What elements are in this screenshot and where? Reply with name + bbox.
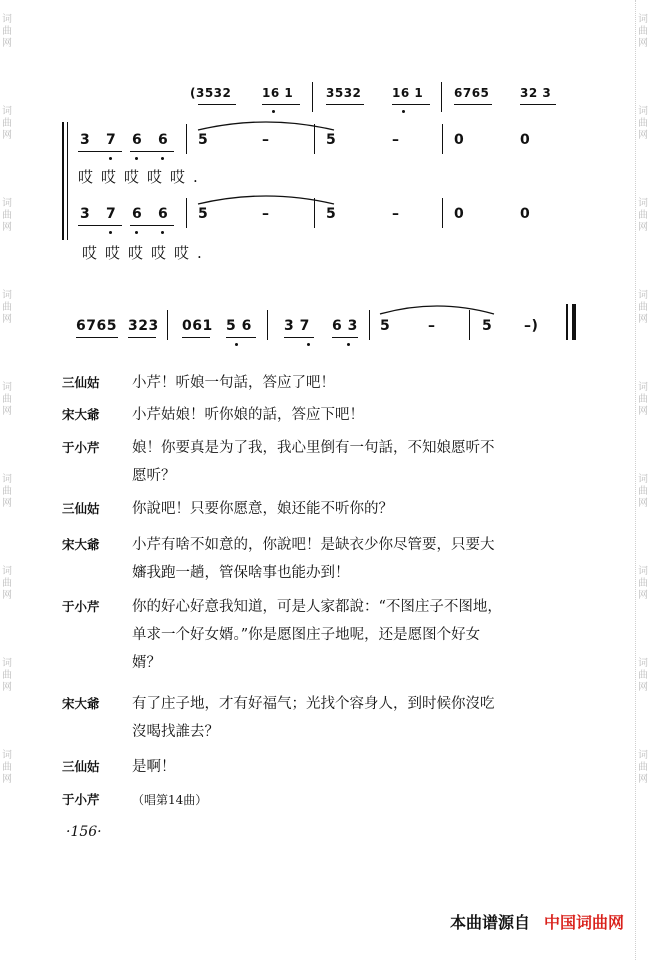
dialogue-line: 小芹姑娘！听你娘的話，答应下吧！ bbox=[132, 407, 364, 423]
page-number: ·156· bbox=[66, 824, 102, 840]
bar-line bbox=[441, 82, 442, 112]
underline bbox=[520, 104, 556, 105]
low-dot bbox=[161, 157, 164, 160]
note: – bbox=[262, 206, 270, 222]
underline bbox=[78, 151, 122, 152]
watermark-char: 词 bbox=[638, 750, 648, 761]
watermark-group bbox=[2, 14, 12, 50]
speaker-name: 于小芹 bbox=[62, 792, 100, 807]
bar-line bbox=[442, 198, 443, 228]
source-footer bbox=[450, 910, 624, 933]
note: 6 3 bbox=[332, 318, 358, 334]
watermark-char: 词 bbox=[638, 566, 648, 577]
watermark-group bbox=[638, 382, 648, 418]
watermark-group bbox=[2, 658, 12, 694]
note: 5 bbox=[198, 132, 209, 148]
note: 6 bbox=[158, 206, 169, 222]
speaker-name: 宋大爺 bbox=[62, 407, 100, 422]
watermark-char: 词 bbox=[2, 198, 12, 209]
dialogue-entry bbox=[62, 401, 590, 429]
dialogue-entry bbox=[62, 531, 590, 587]
brand-link[interactable]: 中国词曲网 bbox=[543, 913, 624, 932]
watermark-group bbox=[638, 198, 648, 234]
speaker-name: 宋大爺 bbox=[62, 537, 100, 552]
watermark-char: 词 bbox=[638, 198, 648, 209]
watermark-group bbox=[2, 198, 12, 234]
watermark-char: 词 bbox=[2, 106, 12, 117]
speaker-name: 于小芹 bbox=[62, 440, 100, 455]
watermark-char: 网 bbox=[2, 590, 12, 601]
watermark-char: 词 bbox=[2, 658, 12, 669]
underline bbox=[182, 337, 210, 338]
brace bbox=[67, 122, 68, 240]
dialogue-entry bbox=[62, 495, 590, 523]
watermark-char: 网 bbox=[638, 130, 648, 141]
watermark-char: 曲 bbox=[2, 118, 12, 129]
underline bbox=[326, 104, 364, 105]
dialogue-line: 小芹有啥不如意的，你說吧！是缺衣少你尽管要，只要大 bbox=[132, 537, 495, 553]
dialogue-text bbox=[132, 495, 590, 523]
dialogue-line: 婿？ bbox=[132, 655, 161, 671]
dialogue-entry bbox=[62, 593, 590, 677]
watermark-char: 曲 bbox=[638, 210, 648, 221]
note: 7 bbox=[106, 132, 117, 148]
underline bbox=[392, 104, 430, 105]
underline bbox=[130, 151, 174, 152]
note: – bbox=[262, 132, 270, 148]
watermark-char: 曲 bbox=[638, 118, 648, 129]
underline bbox=[262, 104, 300, 105]
low-dot bbox=[109, 231, 112, 234]
watermark-char: 词 bbox=[2, 750, 12, 761]
note: 5 bbox=[380, 318, 391, 334]
watermark-char: 网 bbox=[638, 222, 648, 233]
note: 5 bbox=[482, 318, 493, 334]
watermark-group bbox=[638, 566, 648, 602]
watermark-char: 曲 bbox=[2, 670, 12, 681]
upper-note: 3532 bbox=[326, 86, 362, 100]
note: 5 bbox=[198, 206, 209, 222]
watermark-char: 词 bbox=[638, 14, 648, 25]
watermark-char: 网 bbox=[638, 406, 648, 417]
end-bar-line bbox=[572, 304, 576, 340]
underline bbox=[454, 104, 492, 105]
tie bbox=[196, 192, 336, 206]
watermark-group bbox=[2, 474, 12, 510]
watermark-char: 曲 bbox=[638, 578, 648, 589]
end-bar-line bbox=[566, 304, 568, 340]
bar-line bbox=[267, 310, 268, 340]
underline bbox=[130, 225, 174, 226]
bar-line bbox=[167, 310, 168, 340]
dialogue-line: 是啊！ bbox=[132, 759, 176, 775]
note: 3 bbox=[80, 132, 91, 148]
upper-note: 6765 bbox=[454, 86, 490, 100]
watermark-char: 曲 bbox=[2, 762, 12, 773]
underline bbox=[332, 337, 358, 338]
note: 0 bbox=[520, 206, 531, 222]
bar-line bbox=[312, 82, 313, 112]
watermark-char: 网 bbox=[2, 314, 12, 325]
watermark-char: 词 bbox=[638, 290, 648, 301]
watermark-group bbox=[2, 750, 12, 786]
low-dot bbox=[109, 157, 112, 160]
upper-note: 16 1 bbox=[392, 86, 424, 100]
speaker-name: 三仙姑 bbox=[62, 501, 100, 516]
watermark-char: 词 bbox=[2, 14, 12, 25]
low-dot bbox=[135, 157, 138, 160]
note: 0 bbox=[454, 132, 465, 148]
dialogue-entry bbox=[62, 369, 590, 397]
dialogue-entry bbox=[62, 434, 590, 490]
watermark-char: 网 bbox=[638, 590, 648, 601]
watermark-char: 曲 bbox=[2, 302, 12, 313]
watermark-char: 词 bbox=[2, 382, 12, 393]
low-dot bbox=[235, 343, 238, 346]
low-dot bbox=[272, 110, 275, 113]
watermark-char: 曲 bbox=[638, 26, 648, 37]
underline bbox=[128, 337, 156, 338]
dialogue-line: 愿听？ bbox=[132, 468, 176, 484]
watermark-group bbox=[638, 290, 648, 326]
watermark-char: 曲 bbox=[2, 486, 12, 497]
bar-line bbox=[442, 124, 443, 154]
note: 7 bbox=[106, 206, 117, 222]
watermark-char: 曲 bbox=[638, 302, 648, 313]
watermark-char: 曲 bbox=[2, 26, 12, 37]
watermark-group bbox=[638, 106, 648, 142]
tie bbox=[196, 118, 336, 132]
watermark-char: 网 bbox=[2, 682, 12, 693]
dialogue-line: 单求一个好女婿。”你是愿图庄子地呢，还是愿图个好女 bbox=[132, 627, 481, 643]
underline bbox=[284, 337, 314, 338]
watermark-char: 曲 bbox=[638, 394, 648, 405]
watermark-char: 词 bbox=[638, 106, 648, 117]
dialogue-line: 娘！你要真是为了我，我心里倒有一句話，不知娘愿听不 bbox=[132, 440, 495, 456]
low-dot bbox=[135, 231, 138, 234]
watermark-char: 词 bbox=[2, 290, 12, 301]
watermark-group bbox=[638, 750, 648, 786]
watermark-char: 曲 bbox=[638, 486, 648, 497]
watermark-char: 网 bbox=[2, 406, 12, 417]
watermark-group bbox=[2, 290, 12, 326]
watermark-char: 网 bbox=[638, 38, 648, 49]
speaker-name: 三仙姑 bbox=[62, 759, 100, 774]
dialogue-line: 你說吧！只要你愿意，娘还能不听你的？ bbox=[132, 501, 393, 517]
dialogue-entry bbox=[62, 753, 590, 781]
speaker-name: 三仙姑 bbox=[62, 375, 100, 390]
dialogue-text bbox=[132, 369, 590, 397]
note: 0 bbox=[520, 132, 531, 148]
dialogue-text bbox=[132, 401, 590, 429]
dialogue-line: 沒喝找誰去？ bbox=[132, 724, 219, 740]
dialogue-entry bbox=[62, 690, 590, 746]
brace bbox=[62, 122, 64, 240]
low-dot bbox=[161, 231, 164, 234]
lyric-line: 哎哎哎哎哎. bbox=[82, 244, 210, 262]
note: 6765 bbox=[76, 318, 117, 334]
upper-note: 32 3 bbox=[520, 86, 552, 100]
dialogue-line: 小芹！听娘一句話，答应了吧！ bbox=[132, 375, 335, 391]
tie bbox=[378, 302, 496, 316]
watermark-group bbox=[2, 382, 12, 418]
watermark-char: 网 bbox=[2, 222, 12, 233]
watermark-char: 词 bbox=[638, 474, 648, 485]
watermark-char: 网 bbox=[638, 682, 648, 693]
low-dot bbox=[347, 343, 350, 346]
underline bbox=[76, 337, 118, 338]
watermark-char: 曲 bbox=[2, 578, 12, 589]
dialogue-text bbox=[132, 753, 590, 781]
underline bbox=[226, 337, 256, 338]
watermark-right bbox=[635, 0, 650, 960]
watermark-char: 曲 bbox=[638, 670, 648, 681]
watermark-char: 曲 bbox=[2, 210, 12, 221]
source-label: 本曲谱源自 bbox=[449, 913, 530, 932]
dialogue-line: 有了庄子地，才有好福气；光找个容身人，到时候你沒吃 bbox=[132, 696, 495, 712]
watermark-char: 网 bbox=[638, 314, 648, 325]
bar-line bbox=[369, 310, 370, 340]
note: 061 bbox=[182, 318, 213, 334]
watermark-group bbox=[638, 474, 648, 510]
upper-note: (3532 bbox=[190, 86, 232, 100]
watermark-char: 词 bbox=[2, 474, 12, 485]
bar-line bbox=[186, 198, 187, 228]
note: 3 bbox=[80, 206, 91, 222]
note: 323 bbox=[128, 318, 159, 334]
watermark-char: 曲 bbox=[638, 762, 648, 773]
dialogue-text bbox=[132, 593, 590, 677]
watermark-char: 网 bbox=[2, 38, 12, 49]
note: 3 7 bbox=[284, 318, 310, 334]
speaker-name: 于小芹 bbox=[62, 599, 100, 614]
note: 5 6 bbox=[226, 318, 252, 334]
watermark-left bbox=[0, 0, 14, 960]
watermark-char: 网 bbox=[638, 774, 648, 785]
watermark-group bbox=[2, 106, 12, 142]
dialogue-text bbox=[132, 531, 590, 587]
dialogue-line: 你的好心好意我知道，可是人家都說：“不图庄子不图地， bbox=[132, 599, 502, 615]
low-dot bbox=[307, 343, 310, 346]
watermark-char: 网 bbox=[2, 130, 12, 141]
bar-line bbox=[186, 124, 187, 154]
watermark-char: 词 bbox=[2, 566, 12, 577]
watermark-char: 词 bbox=[638, 658, 648, 669]
speaker-name: 宋大爺 bbox=[62, 696, 100, 711]
watermark-group bbox=[638, 14, 648, 50]
underline bbox=[198, 104, 236, 105]
watermark-group bbox=[2, 566, 12, 602]
watermark-char: 网 bbox=[638, 498, 648, 509]
note: – bbox=[392, 206, 400, 222]
low-dot bbox=[402, 110, 405, 113]
note: 6 bbox=[132, 132, 143, 148]
note: 5 bbox=[326, 206, 337, 222]
dialogue-line: 嬸我跑一趟，管保啥事也能办到！ bbox=[132, 565, 350, 581]
watermark-char: 网 bbox=[2, 774, 12, 785]
underline bbox=[78, 225, 122, 226]
lyric-line: 哎哎哎哎哎. bbox=[78, 168, 206, 186]
upper-note: 16 1 bbox=[262, 86, 294, 100]
watermark-char: 曲 bbox=[2, 394, 12, 405]
dialogue-entry bbox=[62, 786, 590, 814]
note: 0 bbox=[454, 206, 465, 222]
note: 5 bbox=[326, 132, 337, 148]
note: – bbox=[392, 132, 400, 148]
dialogue-text bbox=[132, 690, 590, 746]
dialogue-text bbox=[132, 434, 590, 490]
dialogue-text bbox=[132, 786, 590, 814]
note: – bbox=[428, 318, 436, 334]
note: 6 bbox=[158, 132, 169, 148]
watermark-char: 网 bbox=[2, 498, 12, 509]
watermark-char: 词 bbox=[638, 382, 648, 393]
dialogue-line: （唱第14曲） bbox=[132, 793, 208, 807]
watermark-group bbox=[638, 658, 648, 694]
note: –) bbox=[524, 318, 539, 334]
note: 6 bbox=[132, 206, 143, 222]
